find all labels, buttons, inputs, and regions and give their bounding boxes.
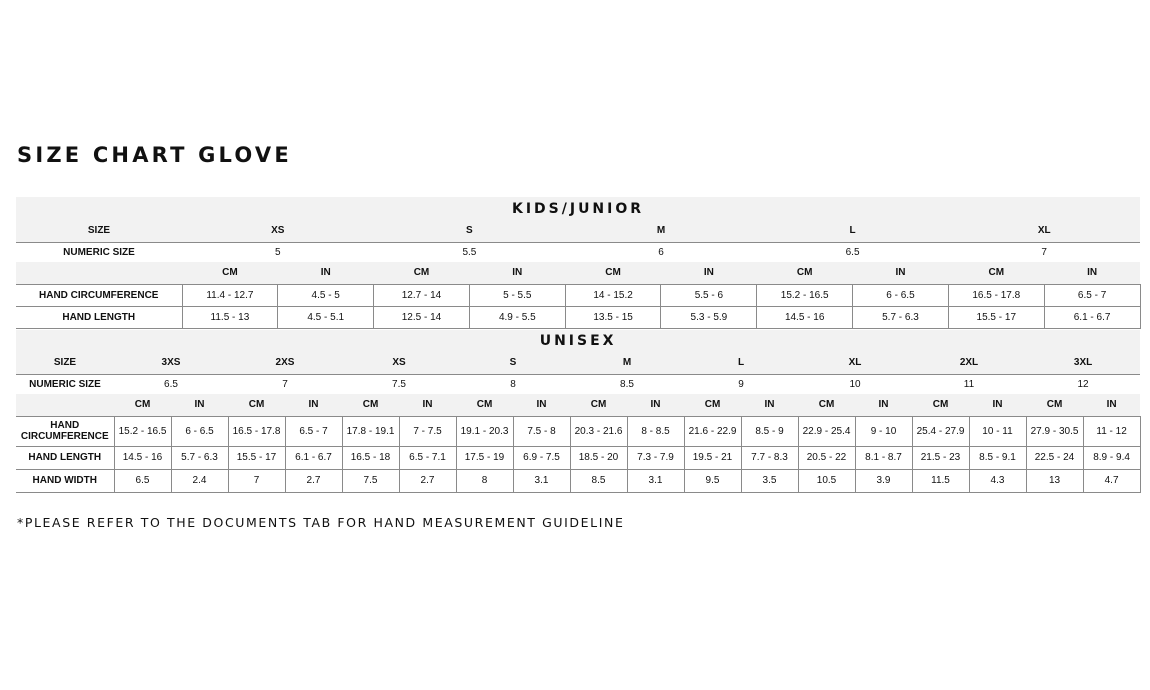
unisex-cell: 22.5 - 24	[1026, 446, 1083, 469]
unisex-cell: 27.9 - 30.5	[1026, 416, 1083, 446]
kids-numeric-row	[16, 242, 1140, 262]
unisex-unit: IN	[399, 394, 456, 416]
kids-unit: CM	[182, 262, 278, 284]
unisex-cell: 22.9 - 25.4	[798, 416, 855, 446]
unisex-size: 2XL	[912, 352, 1026, 374]
unisex-cell: 3.9	[855, 469, 912, 492]
kids-unit: CM	[374, 262, 470, 284]
unisex-numeric-label: NUMERIC SIZE	[29, 378, 101, 390]
kids-unit-row	[16, 262, 1140, 284]
unisex-size: M	[570, 352, 684, 374]
unisex-cell: 20.3 - 21.6	[570, 416, 627, 446]
kids-numeric: 6.5	[845, 246, 860, 258]
kids-size: S	[374, 220, 566, 242]
kids-unit: IN	[469, 262, 565, 284]
unisex-cell: 11 - 12	[1083, 416, 1140, 446]
unisex-cell: 17.8 - 19.1	[342, 416, 399, 446]
unisex-numeric: 7.5	[392, 378, 406, 390]
kids-numeric: 7	[1041, 246, 1047, 258]
unisex-cell: 16.5 - 18	[342, 446, 399, 469]
kids-unit: IN	[278, 262, 374, 284]
unisex-unit: CM	[114, 394, 171, 416]
unisex-cell: 13	[1026, 469, 1083, 492]
unisex-cell: 10 - 11	[969, 416, 1026, 446]
unisex-cell: 8.9 - 9.4	[1083, 446, 1140, 469]
kids-unit: CM	[565, 262, 661, 284]
unisex-cell: 6.9 - 7.5	[513, 446, 570, 469]
unisex-cell: 7 - 7.5	[399, 416, 456, 446]
kids-size-row	[16, 220, 1140, 242]
kids-size-label: SIZE	[16, 220, 182, 242]
unisex-cell: 8.5 - 9.1	[969, 446, 1026, 469]
unisex-cell: 9 - 10	[855, 416, 912, 446]
unisex-numeric-row	[16, 374, 1140, 394]
unisex-cell: 19.1 - 20.3	[456, 416, 513, 446]
unisex-unit: IN	[741, 394, 798, 416]
unisex-cell: 9.5	[684, 469, 741, 492]
unisex-row-label: HAND CIRCUMFERENCE	[16, 416, 114, 446]
footnote: *PLEASE REFER TO THE DOCUMENTS TAB FOR HAND MEASUREMENT GUIDELINE	[17, 515, 625, 530]
kids-size: M	[565, 220, 757, 242]
unisex-cell: 25.4 - 27.9	[912, 416, 969, 446]
unisex-cell: 18.5 - 20	[570, 446, 627, 469]
kids-cell: 5.5 - 6	[661, 284, 757, 306]
unisex-cell: 6.5	[114, 469, 171, 492]
unisex-cell: 7.7 - 8.3	[741, 446, 798, 469]
unisex-cell: 11.5	[912, 469, 969, 492]
kids-size: XS	[182, 220, 374, 242]
kids-junior-table	[16, 197, 1141, 329]
unisex-numeric: 11	[963, 378, 975, 390]
kids-numeric: 5.5	[462, 246, 477, 258]
unisex-unit: IN	[969, 394, 1026, 416]
unisex-unit: CM	[456, 394, 513, 416]
unisex-cell: 6.5 - 7.1	[399, 446, 456, 469]
unisex-size: XS	[342, 352, 456, 374]
unisex-size: L	[684, 352, 798, 374]
unisex-size: 2XS	[228, 352, 342, 374]
unisex-cell: 8.5 - 9	[741, 416, 798, 446]
unisex-row-label: HAND WIDTH	[16, 469, 114, 492]
unisex-cell: 2.4	[171, 469, 228, 492]
unisex-cell: 2.7	[285, 469, 342, 492]
unisex-cell: 3.1	[513, 469, 570, 492]
unisex-size: S	[456, 352, 570, 374]
kids-cell: 16.5 - 17.8	[948, 284, 1044, 306]
kids-hand-length-row	[16, 306, 1140, 328]
unisex-unit: IN	[855, 394, 912, 416]
kids-cell: 12.7 - 14	[374, 284, 470, 306]
kids-cell: 15.2 - 16.5	[757, 284, 853, 306]
unisex-unit: IN	[1083, 394, 1140, 416]
unisex-size: 3XL	[1026, 352, 1140, 374]
kids-cell: 13.5 - 15	[565, 306, 661, 328]
unisex-cell: 16.5 - 17.8	[228, 416, 285, 446]
unisex-unit: CM	[684, 394, 741, 416]
unisex-cell: 17.5 - 19	[456, 446, 513, 469]
kids-row-label: HAND CIRCUMFERENCE	[16, 284, 182, 306]
unisex-cell: 2.7	[399, 469, 456, 492]
kids-cell: 14 - 15.2	[565, 284, 661, 306]
kids-cell: 6 - 6.5	[853, 284, 949, 306]
unisex-numeric: 8.5	[620, 378, 634, 390]
kids-cell: 14.5 - 16	[757, 306, 853, 328]
unisex-cell: 8.1 - 8.7	[855, 446, 912, 469]
kids-section-label: KIDS/JUNIOR	[16, 197, 1140, 220]
unisex-row-label: HAND LENGTH	[16, 446, 114, 469]
unisex-size-label: SIZE	[16, 352, 114, 374]
unisex-cell: 7.3 - 7.9	[627, 446, 684, 469]
unisex-unit: CM	[228, 394, 285, 416]
unisex-numeric: 7	[282, 378, 288, 390]
kids-row-label: HAND LENGTH	[16, 306, 182, 328]
kids-numeric-label: NUMERIC SIZE	[63, 246, 135, 258]
unisex-cell: 20.5 - 22	[798, 446, 855, 469]
unisex-cell: 5.7 - 6.3	[171, 446, 228, 469]
kids-cell: 15.5 - 17	[948, 306, 1044, 328]
kids-cell: 5.7 - 6.3	[853, 306, 949, 328]
unisex-unit: CM	[798, 394, 855, 416]
unisex-numeric: 10	[849, 378, 861, 390]
kids-cell: 6.5 - 7	[1044, 284, 1140, 306]
kids-size: XL	[948, 220, 1140, 242]
unisex-cell: 6 - 6.5	[171, 416, 228, 446]
kids-unit: CM	[757, 262, 853, 284]
unisex-unit: IN	[171, 394, 228, 416]
unisex-numeric: 8	[510, 378, 516, 390]
unisex-numeric: 6.5	[164, 378, 178, 390]
page-title: SIZE CHART GLOVE	[17, 143, 292, 167]
kids-size: L	[757, 220, 949, 242]
unisex-cell: 6.1 - 6.7	[285, 446, 342, 469]
unisex-cell: 8	[456, 469, 513, 492]
unisex-unit-spacer	[16, 394, 114, 416]
unisex-cell: 8 - 8.5	[627, 416, 684, 446]
unisex-cell: 6.5 - 7	[285, 416, 342, 446]
kids-hand-circumference-row	[16, 284, 1140, 306]
unisex-cell: 21.6 - 22.9	[684, 416, 741, 446]
unisex-cell: 4.7	[1083, 469, 1140, 492]
unisex-numeric: 12	[1077, 378, 1089, 390]
unisex-numeric: 9	[738, 378, 744, 390]
unisex-cell: 15.2 - 16.5	[114, 416, 171, 446]
kids-numeric: 6	[658, 246, 664, 258]
kids-cell: 11.5 - 13	[182, 306, 278, 328]
unisex-table	[16, 330, 1141, 493]
kids-unit: CM	[948, 262, 1044, 284]
unisex-unit: CM	[1026, 394, 1083, 416]
unisex-size-row	[16, 352, 1140, 374]
unisex-hand-circumference-row	[16, 416, 1140, 446]
kids-numeric: 5	[275, 246, 281, 258]
unisex-cell: 14.5 - 16	[114, 446, 171, 469]
unisex-hand-length-row	[16, 446, 1140, 469]
unisex-size: 3XS	[114, 352, 228, 374]
kids-cell: 4.5 - 5	[278, 284, 374, 306]
kids-cell: 11.4 - 12.7	[182, 284, 278, 306]
unisex-unit: IN	[285, 394, 342, 416]
unisex-unit: IN	[513, 394, 570, 416]
kids-unit: IN	[661, 262, 757, 284]
unisex-cell: 21.5 - 23	[912, 446, 969, 469]
unisex-cell: 19.5 - 21	[684, 446, 741, 469]
unisex-cell: 10.5	[798, 469, 855, 492]
unisex-unit-row	[16, 394, 1140, 416]
unisex-hand-width-row	[16, 469, 1140, 492]
unisex-unit: IN	[627, 394, 684, 416]
unisex-cell: 3.5	[741, 469, 798, 492]
unisex-cell: 7.5	[342, 469, 399, 492]
unisex-cell: 4.3	[969, 469, 1026, 492]
kids-cell: 4.9 - 5.5	[469, 306, 565, 328]
kids-cell: 5 - 5.5	[469, 284, 565, 306]
unisex-unit: CM	[570, 394, 627, 416]
kids-unit-spacer	[16, 262, 182, 284]
kids-cell: 4.5 - 5.1	[278, 306, 374, 328]
unisex-cell: 7.5 - 8	[513, 416, 570, 446]
kids-cell: 12.5 - 14	[374, 306, 470, 328]
unisex-cell: 15.5 - 17	[228, 446, 285, 469]
unisex-unit: CM	[342, 394, 399, 416]
kids-cell: 5.3 - 5.9	[661, 306, 757, 328]
unisex-cell: 7	[228, 469, 285, 492]
kids-unit: IN	[1044, 262, 1140, 284]
unisex-cell: 3.1	[627, 469, 684, 492]
kids-unit: IN	[853, 262, 949, 284]
unisex-cell: 8.5	[570, 469, 627, 492]
kids-cell: 6.1 - 6.7	[1044, 306, 1140, 328]
unisex-section-label: UNISEX	[16, 330, 1140, 352]
unisex-unit: CM	[912, 394, 969, 416]
unisex-size: XL	[798, 352, 912, 374]
